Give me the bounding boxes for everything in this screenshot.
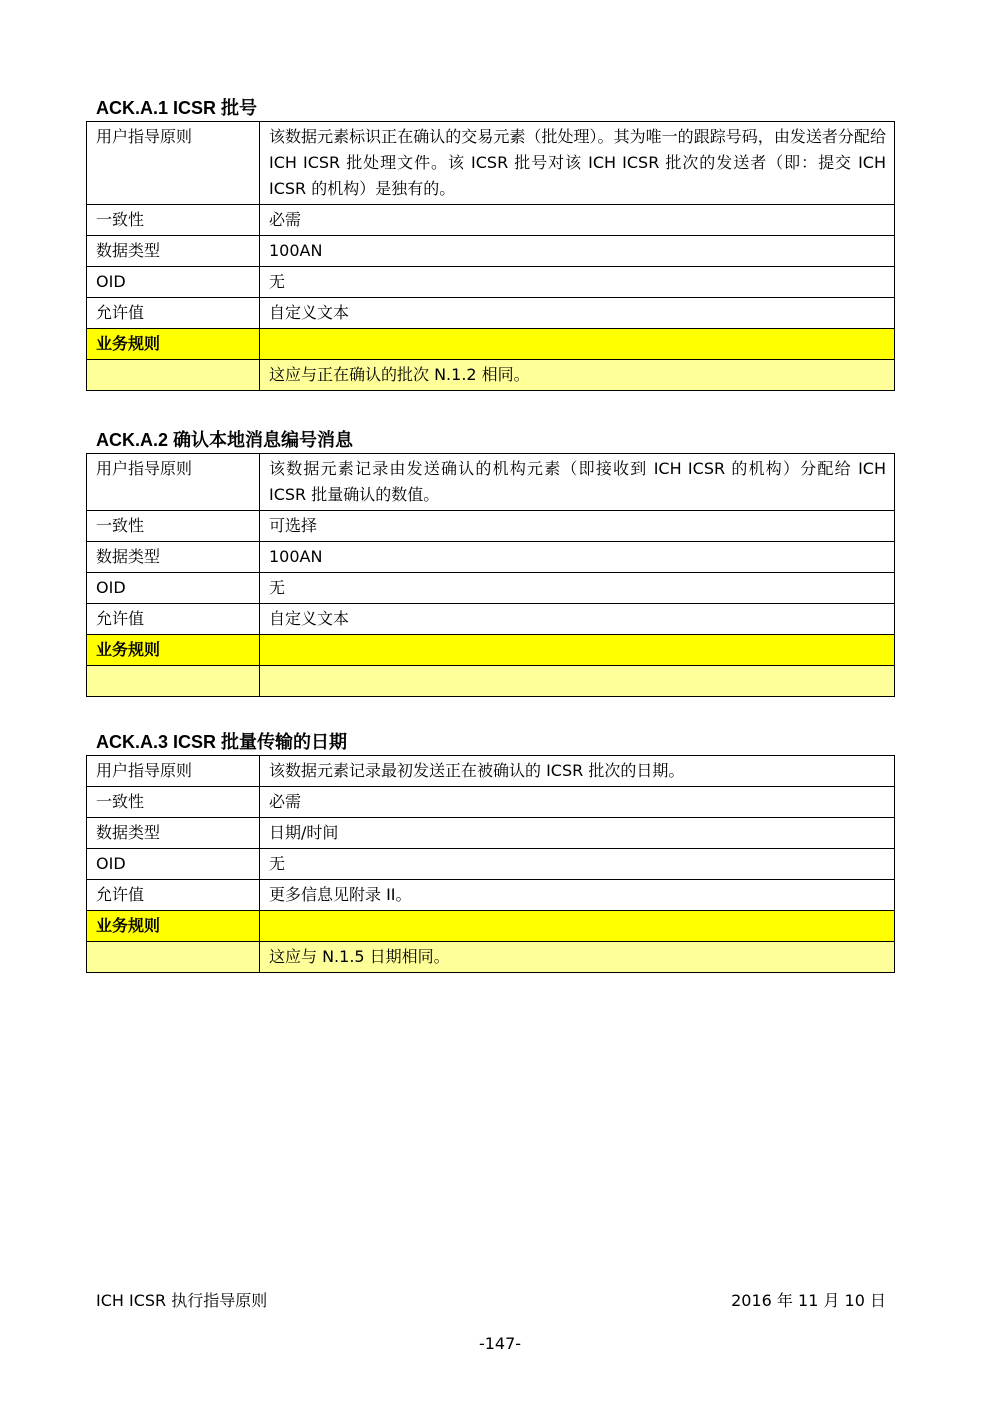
row-value: 可选择 (260, 511, 895, 542)
row-value: 这应与正在确认的批次 N.1.2 相同。 (260, 360, 895, 391)
row-value: 100AN (260, 542, 895, 573)
row-value: 该数据元素记录最初发送正在被确认的 ICSR 批次的日期。 (260, 756, 895, 787)
row-label: 允许值 (87, 298, 260, 329)
row-label: 数据类型 (87, 542, 260, 573)
business-rules-row (87, 360, 895, 391)
row-value (260, 666, 895, 697)
table-row (87, 122, 895, 205)
footer-date: 2016 年 11 月 10 日 (731, 1291, 886, 1310)
table-row (87, 573, 895, 604)
element-table (86, 121, 895, 391)
row-label: OID (87, 849, 260, 880)
row-label (87, 666, 260, 697)
table-row (87, 267, 895, 298)
row-value: 无 (260, 573, 895, 604)
section-heading: ACK.A.2 确认本地消息编号消息 (96, 430, 354, 450)
section-ack-a3 (86, 729, 895, 973)
table-row (87, 818, 895, 849)
business-rules-row (87, 666, 895, 697)
row-label (87, 942, 260, 973)
table-row (87, 604, 895, 635)
business-rules-header-row (87, 911, 895, 942)
row-value: 该数据元素标识正在确认的交易元素（批处理）。其为唯一的跟踪号码，由发送者分配给 ICH ICSR 批处理文件。该 ICSR 批号对该 ICH ICSR 批次的发送者（即：提交 ICH ICSR 的机构）是独有的。 (260, 122, 895, 205)
row-value: 100AN (260, 236, 895, 267)
table-row (87, 880, 895, 911)
row-label: 数据类型 (87, 818, 260, 849)
row-value (260, 911, 895, 942)
section-heading: ACK.A.3 ICSR 批量传输的日期 (96, 732, 348, 752)
row-label: 数据类型 (87, 236, 260, 267)
row-value: 无 (260, 849, 895, 880)
row-label: 允许值 (87, 880, 260, 911)
row-label: OID (87, 573, 260, 604)
section-heading: ACK.A.1 ICSR 批号 (96, 98, 258, 118)
row-value: 日期/时间 (260, 818, 895, 849)
section-ack-a2 (86, 427, 895, 697)
footer-document-title: ICH ICSR 执行指导原则 (96, 1291, 268, 1310)
row-label: 一致性 (87, 787, 260, 818)
table-row (87, 298, 895, 329)
table-row (87, 756, 895, 787)
row-value: 自定义文本 (260, 298, 895, 329)
row-value: 更多信息见附录 II。 (260, 880, 895, 911)
row-value: 必需 (260, 205, 895, 236)
row-value (260, 635, 895, 666)
row-value: 自定义文本 (260, 604, 895, 635)
row-label: 一致性 (87, 511, 260, 542)
business-rules-header-row (87, 635, 895, 666)
table-row (87, 205, 895, 236)
element-table (86, 755, 895, 973)
row-label: 业务规则 (87, 911, 260, 942)
row-value (260, 329, 895, 360)
section-ack-a1 (86, 95, 895, 391)
row-value: 这应与 N.1.5 日期相同。 (260, 942, 895, 973)
table-row (87, 236, 895, 267)
row-label: OID (87, 267, 260, 298)
table-row (87, 542, 895, 573)
row-value: 必需 (260, 787, 895, 818)
page-number: -147- (478, 1334, 522, 1353)
business-rules-header-row (87, 329, 895, 360)
row-value: 该数据元素记录由发送确认的机构元素（即接收到 ICH ICSR 的机构）分配给 ICH ICSR 批量确认的数值。 (260, 454, 895, 511)
row-label: 用户指导原则 (87, 454, 260, 511)
table-row (87, 454, 895, 511)
row-label: 用户指导原则 (87, 756, 260, 787)
table-row (87, 787, 895, 818)
row-label (87, 360, 260, 391)
row-label: 用户指导原则 (87, 122, 260, 205)
row-label: 允许值 (87, 604, 260, 635)
row-label: 一致性 (87, 205, 260, 236)
row-value: 无 (260, 267, 895, 298)
table-row (87, 849, 895, 880)
row-label: 业务规则 (87, 329, 260, 360)
table-row (87, 511, 895, 542)
business-rules-row (87, 942, 895, 973)
row-label: 业务规则 (87, 635, 260, 666)
element-table (86, 453, 895, 697)
